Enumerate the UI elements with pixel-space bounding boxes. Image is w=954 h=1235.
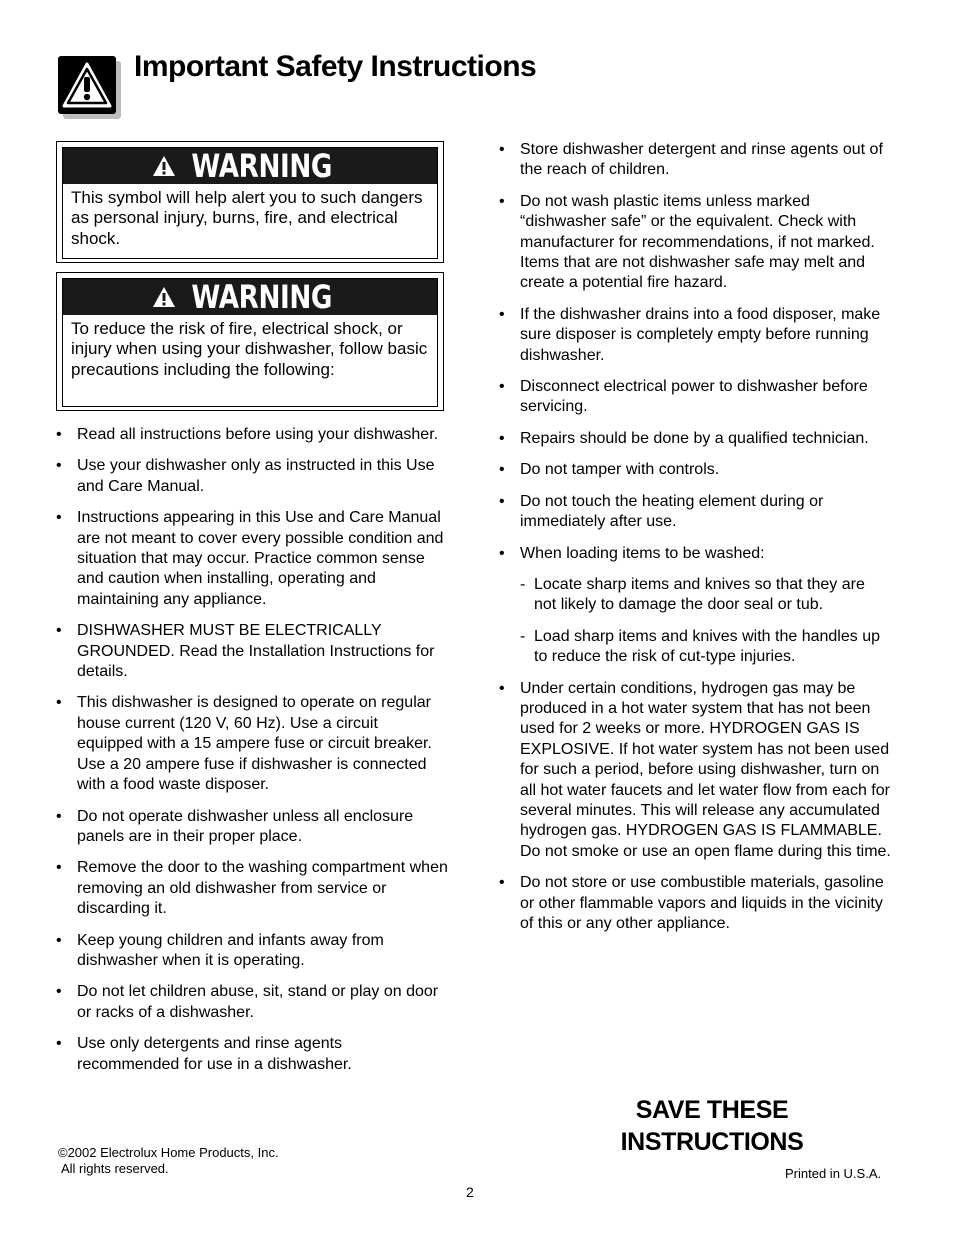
- warning-header: [63, 148, 437, 184]
- list-item: • Disconnect electrical power to dishwasher before servicing.: [499, 378, 868, 416]
- list-item: • Do not operate dishwasher unless all enclosure panels are in their proper place.: [56, 807, 414, 845]
- safety-alert-icon: [58, 56, 116, 114]
- warning-triangle-icon: [152, 155, 176, 177]
- list-item: • Remove the door to the washing compartment when removing an old dishwasher from service or discarding it.: [56, 859, 448, 918]
- sub-list-item: - Load sharp items and knives with the handles up to reduce the risk of cut-type injuries.: [520, 627, 880, 666]
- list-item: • Under certain conditions, hydrogen gas may be produced in a hot water system that has not been used for 2 weeks or more. HYDROGEN GAS IS EXPLOSIVE. If hot water system has not been used for such a period, before using dishwasher, turn on all hot water faucets and let water flow from each for several minutes. This will release any accumulated hydrogen gas. HYDROGEN GAS IS FLAMMABLE. Do not smoke or use an open flame during this time.: [499, 679, 891, 860]
- left-column: [56, 425, 448, 1086]
- warning-triangle-icon: [152, 286, 176, 308]
- list-item: • Keep young children and infants away from dishwasher when it is operating.: [56, 931, 384, 969]
- sub-list-item: - Locate sharp items and knives so that they are not likely to damage the door seal or tub.: [520, 575, 865, 614]
- list-item: • Store dishwasher detergent and rinse agents out of the reach of children.: [499, 141, 883, 179]
- warning-heading: WARNING: [191, 147, 333, 185]
- warning-heading: WARNING: [191, 278, 333, 316]
- warning-text: To reduce the risk of fire, electrical shock, or injury when using your dishwasher, follow basic precautions including the following:: [71, 319, 428, 379]
- list-item: • When loading items to be washed:: [499, 544, 765, 562]
- right-column: [499, 140, 891, 945]
- list-item: • Do not let children abuse, sit, stand or play on door or racks of a dishwasher.: [56, 983, 439, 1021]
- list-item: • Repairs should be done by a qualified technician.: [499, 429, 869, 447]
- list-item: • Do not tamper with controls.: [499, 461, 720, 479]
- save-instructions-heading: SAVE THESE INSTRUCTIONS: [620, 1096, 804, 1156]
- page-title: Important Safety Instructions: [134, 50, 537, 83]
- warning-text: This symbol will help alert you to such dangers as personal injury, burns, fire, and electrical shock.: [71, 188, 423, 248]
- copyright-notice: ©2002 Electrolux Home Products, Inc. All rights reserved.: [58, 1145, 279, 1176]
- list-item: • If the dishwasher drains into a food disposer, make sure disposer is completely empty before running dishwasher.: [499, 305, 881, 364]
- list-item: • DISHWASHER MUST BE ELECTRICALLY GROUNDED. Read the Installation Instructions for details.: [56, 622, 435, 681]
- list-item: • Do not store or use combustible materials, gasoline or other flammable vapors and liquids in the vicinity of this or any other appliance.: [499, 874, 884, 932]
- list-item: • This dishwasher is designed to operate on regular house current (120 V, 60 Hz). Use a circuit equipped with a 15 ampere fuse or circuit breaker. Use a 20 ampere fuse if dishwasher is connected with a food waste disposer.: [56, 694, 432, 794]
- list-item: • Read all instructions before using your dishwasher.: [56, 426, 439, 443]
- warning-header: [63, 279, 437, 315]
- left-list: [56, 425, 448, 1075]
- list-item: • Instructions appearing in this Use and Care Manual are not meant to cover every possible condition and situation that may occur. Practice common sense and caution when installing, operating and maintaining any appliance.: [56, 509, 444, 608]
- list-item: • Do not wash plastic items unless marked “dishwasher safe” or the equivalent. Check with manufacturer for recommendations, if not marked. Items that are not dishwasher safe may melt and create a potential fire hazard.: [499, 192, 875, 292]
- warning-box-2: [56, 272, 444, 411]
- list-item: • Use only detergents and rinse agents recommended for use in a dishwasher.: [56, 1035, 352, 1073]
- printed-in-label: Printed in U.S.A.: [785, 1166, 882, 1181]
- page-number: 2: [466, 1184, 474, 1200]
- list-item: • Do not touch the heating element during or immediately after use.: [499, 492, 824, 531]
- list-item: • Use your dishwasher only as instructed in this Use and Care Manual.: [56, 457, 435, 495]
- right-list: [499, 140, 891, 934]
- warning-box-1: [56, 141, 444, 263]
